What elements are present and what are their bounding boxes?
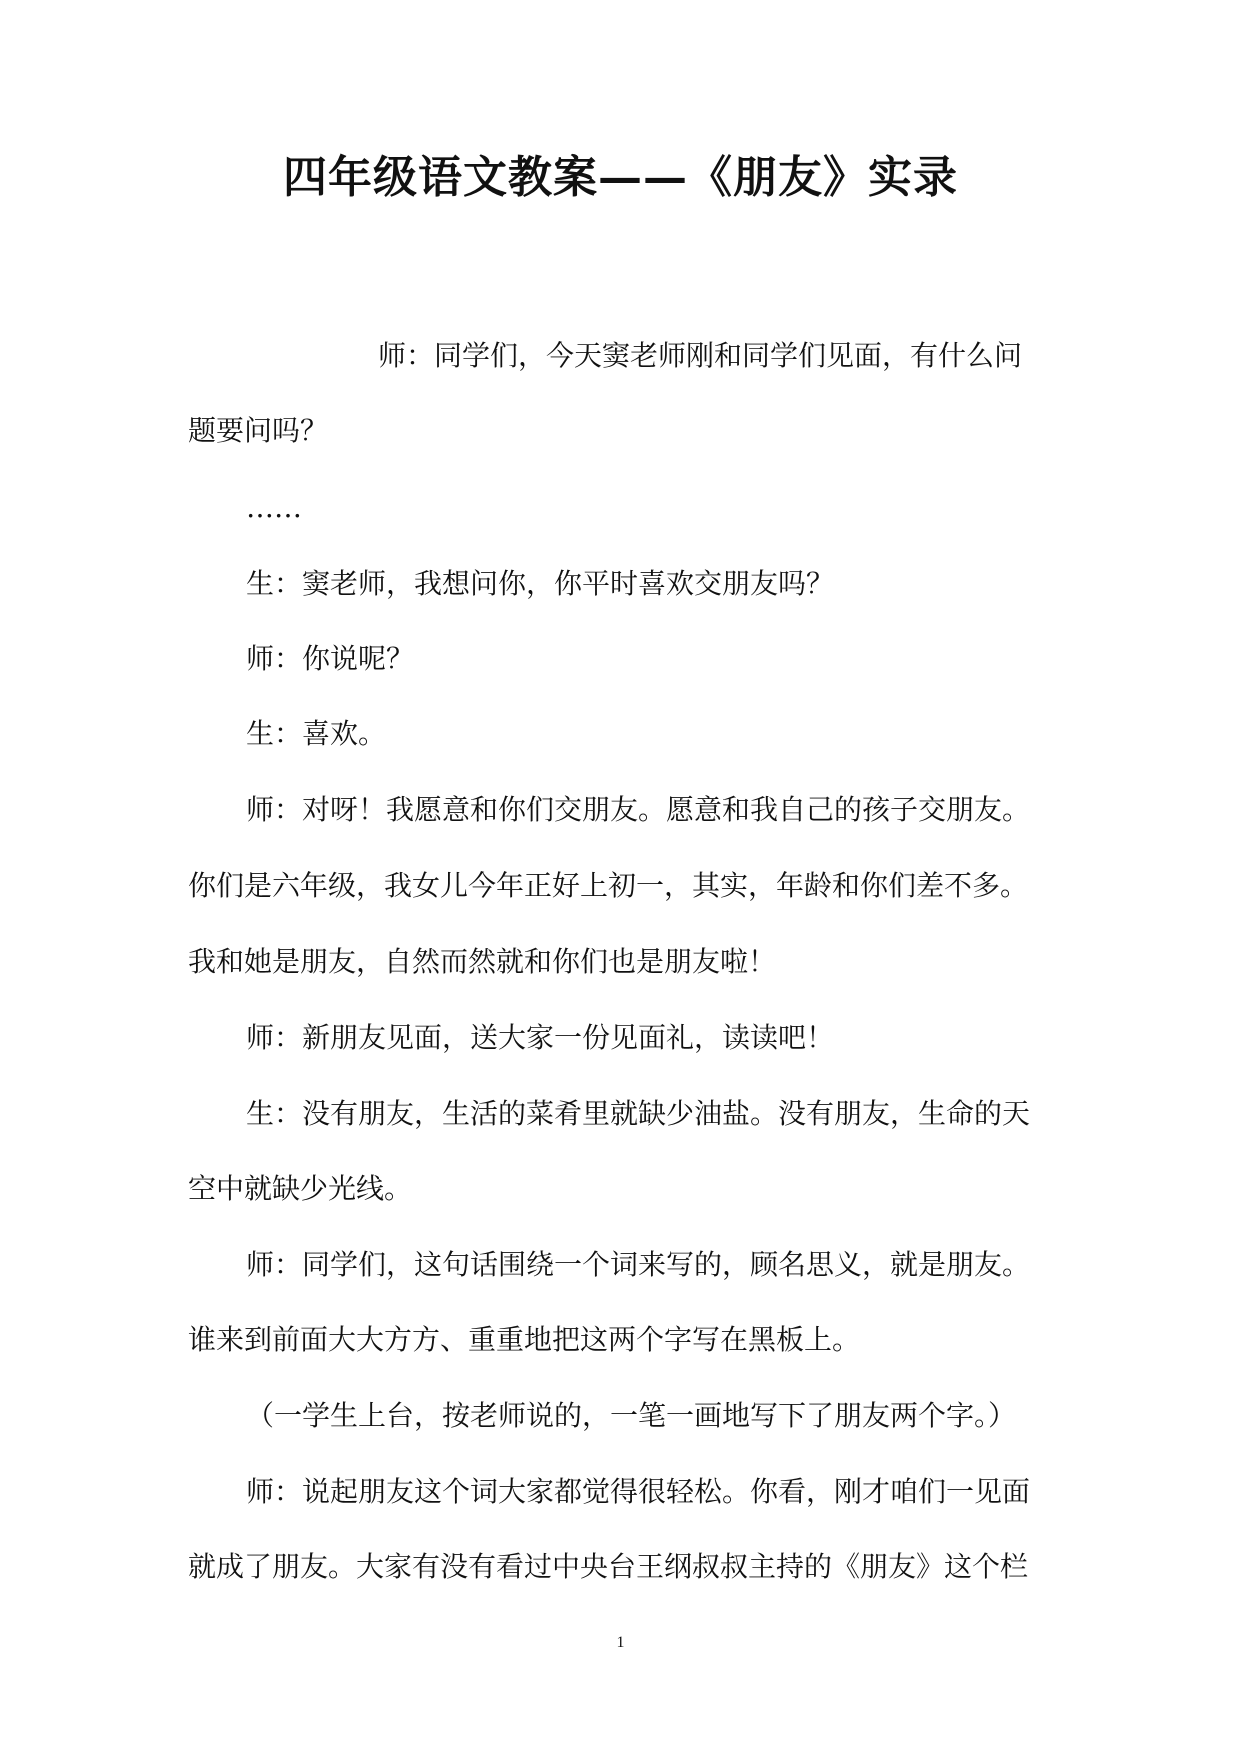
text-line: 师：你说呢？ — [246, 642, 415, 675]
text-line: 生：没有朋友，生活的菜肴里就缺少油盐。没有朋友，生命的天 — [246, 1097, 1031, 1130]
text-line: 就成了朋友。大家有没有看过中央台王纲叔叔主持的《朋友》这个栏 — [188, 1550, 1029, 1583]
text-line: 谁来到前面大大方方、重重地把这两个字写在黑板上。 — [188, 1323, 861, 1356]
text-line: 师：同学们，今天窦老师刚和同学们见面，有什么问 — [378, 339, 1023, 372]
text-line: 你们是六年级，我女儿今年正好上初一，其实，年龄和你们差不多。 — [188, 869, 1029, 902]
text-line: …… — [246, 491, 302, 524]
text-line: （一学生上台，按老师说的，一笔一画地写下了朋友两个字。） — [246, 1399, 1017, 1432]
text-line: 师：新朋友见面，送大家一份见面礼，读读吧！ — [246, 1021, 835, 1054]
text-line: 生：喜欢。 — [246, 717, 387, 750]
text-line: 生：窦老师，我想问你，你平时喜欢交朋友吗？ — [246, 567, 835, 600]
document-title: 四年级语文教案——《朋友》实录 — [283, 152, 958, 203]
page-number: 1 — [616, 1634, 625, 1651]
text-line: 题要问吗？ — [188, 414, 329, 447]
text-line: 我和她是朋友，自然而然就和你们也是朋友啦！ — [188, 945, 777, 978]
text-line: 师：对呀！我愿意和你们交朋友。愿意和我自己的孩子交朋友。 — [246, 793, 1031, 826]
text-line: 空中就缺少光线。 — [188, 1172, 413, 1205]
text-line: 师：说起朋友这个词大家都觉得很轻松。你看，刚才咱们一见面 — [246, 1475, 1031, 1508]
text-line: 师：同学们，这句话围绕一个词来写的，顾名思义，就是朋友。 — [246, 1248, 1031, 1281]
